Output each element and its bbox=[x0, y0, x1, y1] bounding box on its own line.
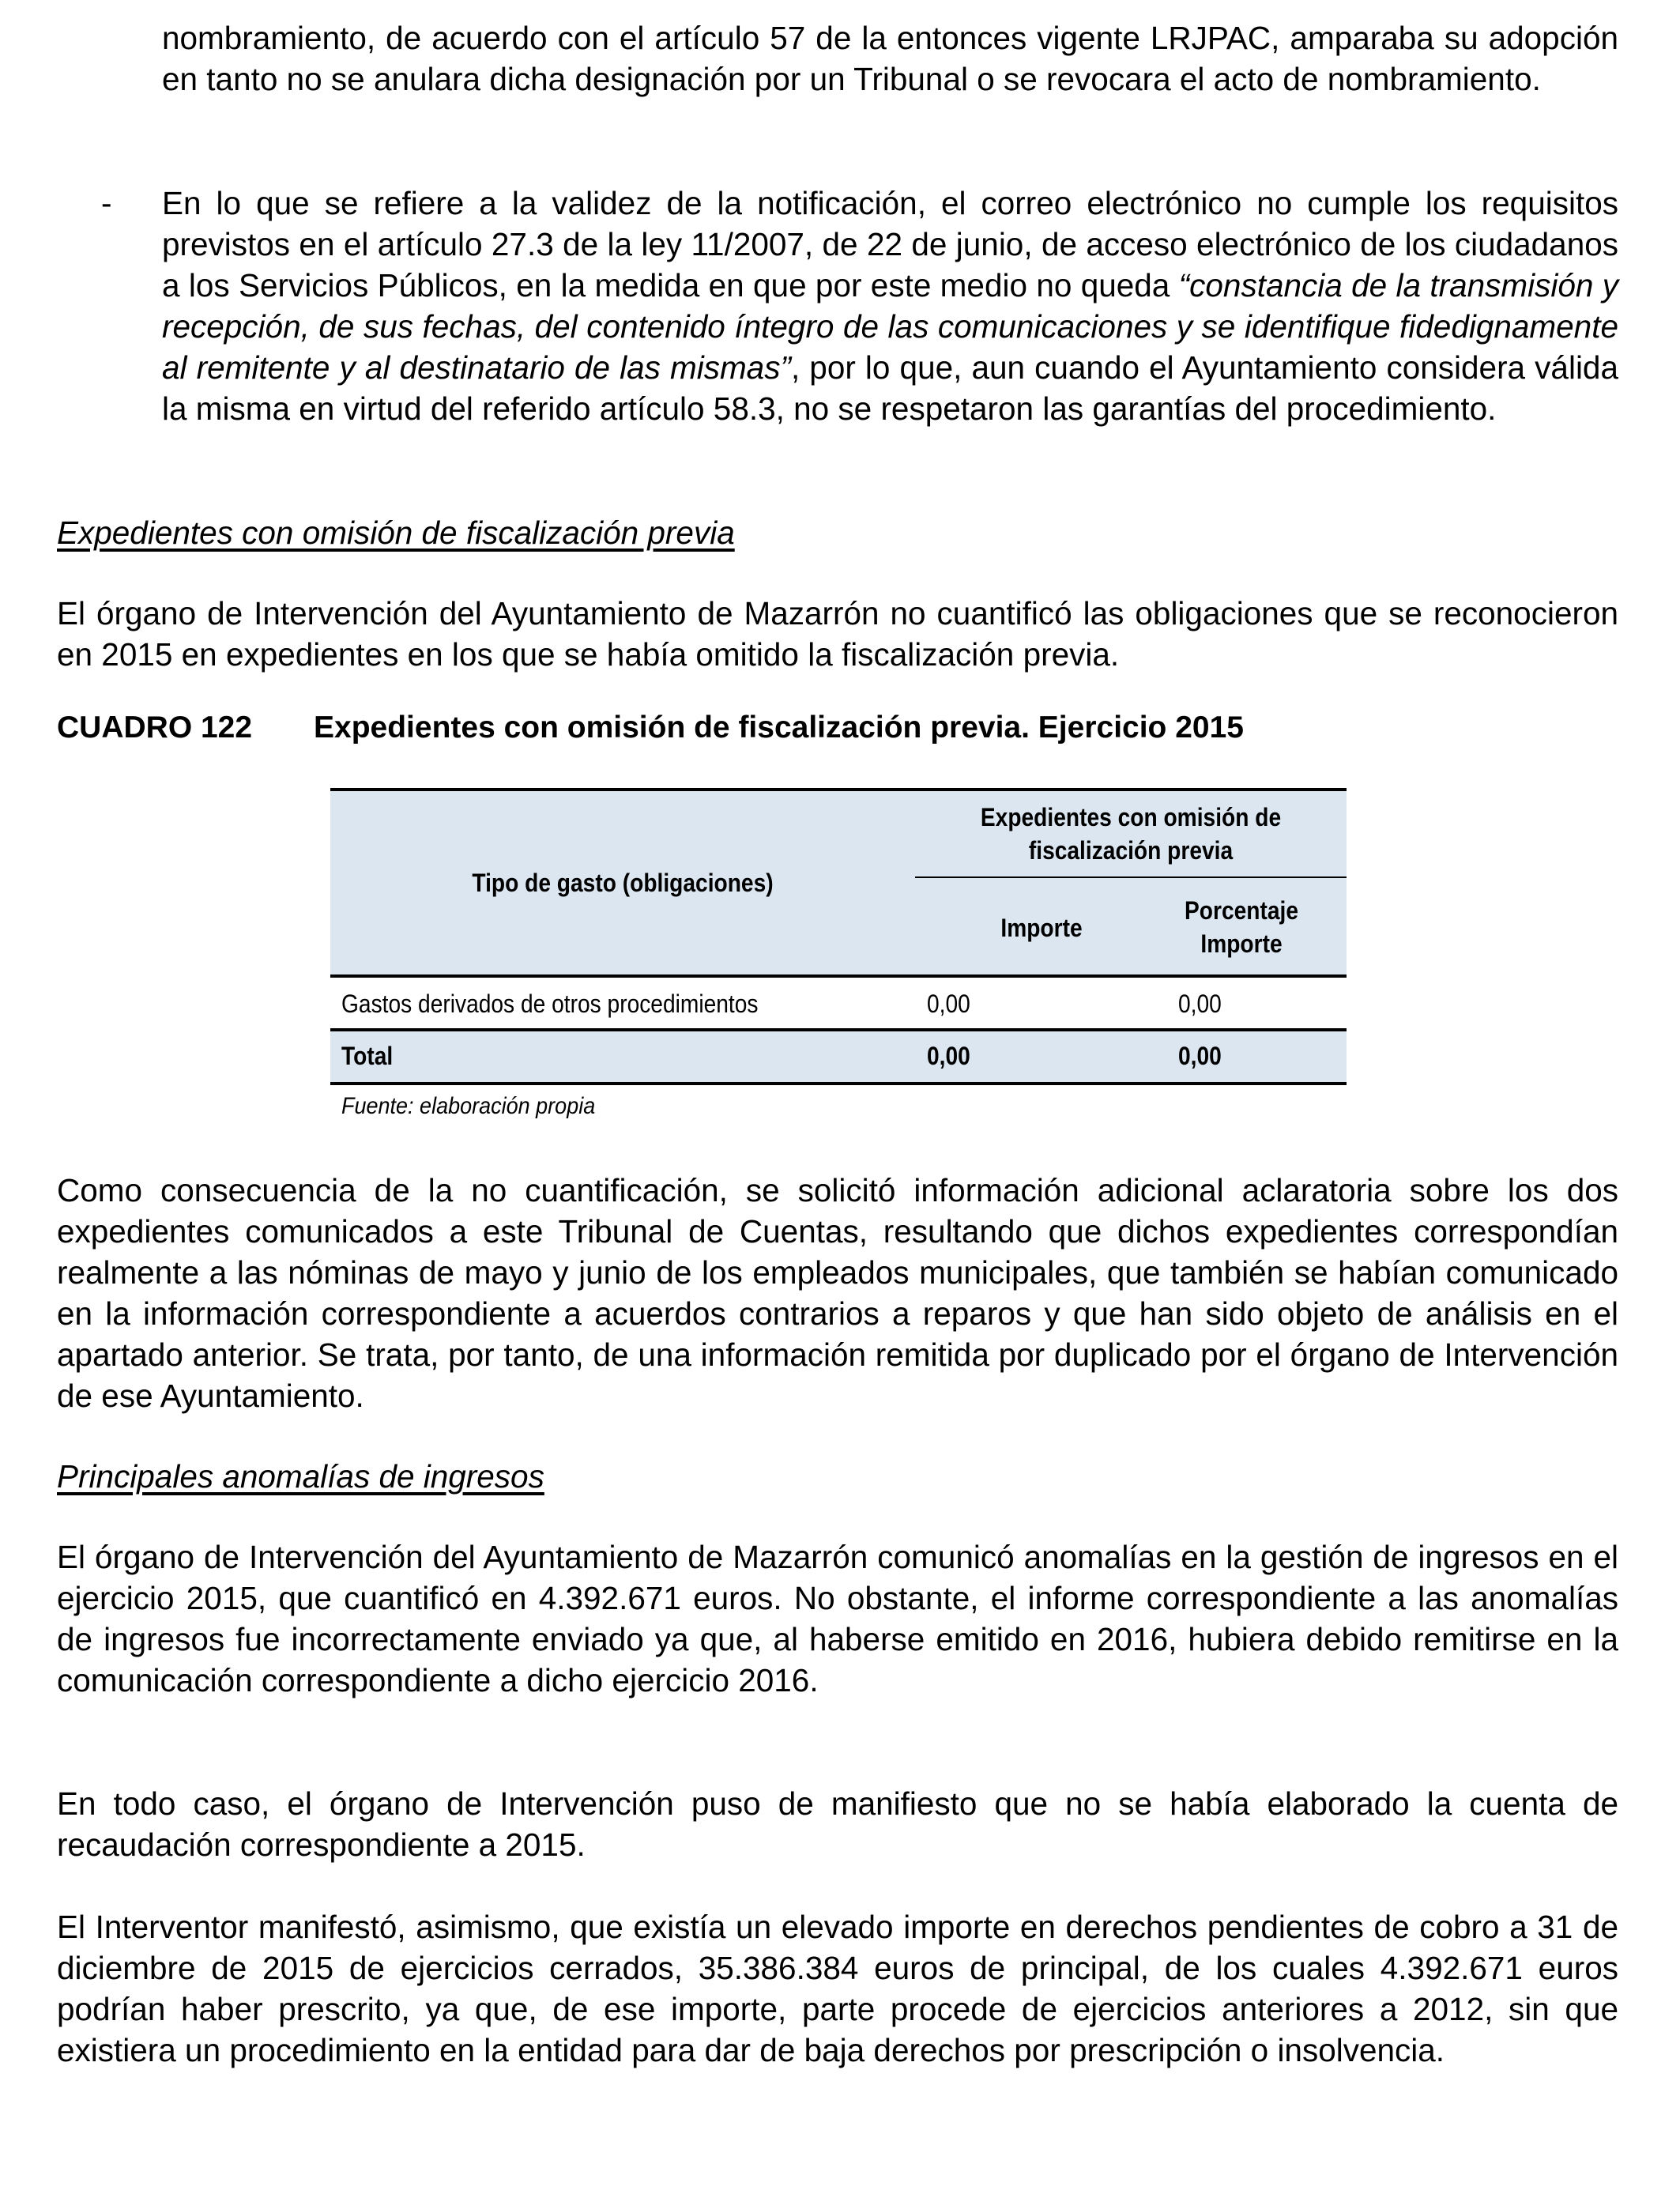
cell-total-importe: 0,00 bbox=[927, 1042, 970, 1070]
table-source-note: Fuente: elaboración propia bbox=[341, 1093, 596, 1119]
header-tipo-gasto: Tipo de gasto (obligaciones) bbox=[472, 869, 774, 897]
data-table bbox=[330, 788, 1347, 1085]
table-total-row bbox=[330, 1028, 1347, 1085]
paragraph-interventor: El Interventor manifestó, asimismo, que existía un elevado importe en derechos pendientes de cobro a 31 de diciembre de 2015 de ejercicios cerrados, 35.386.384 euros de principal, de los cuales 4.392.671 euros podrían haber prescrito, ya que, de ese importe, parte procede de ejercicios anteriores a 2012, sin que existiera un procedimiento en la entidad para dar de baja derechos por prescripción o insolvencia. bbox=[57, 1909, 1618, 2068]
cell-tipo: Gastos derivados de otros procedimientos bbox=[341, 990, 759, 1018]
table-header bbox=[330, 788, 1347, 978]
paragraph-notificacion bbox=[162, 183, 1618, 429]
paragraph-anomalias: El órgano de Intervención del Ayuntamiento de Mazarrón comunicó anomalías en la gestión de ingresos en el ejercicio 2015, que cuantificó en 4.392.671 euros. No obstante, el informe correspondiente a las anomalías de ingresos fue incorrectamente enviado ya que, al haberse emitido en 2016, hubiera debido remitirse en la comunicación correspondiente a dicho ejercicio 2016. bbox=[57, 1539, 1618, 1698]
section-heading-omision: Expedientes con omisión de fiscalización previa bbox=[57, 515, 735, 551]
cell-importe: 0,00 bbox=[927, 990, 970, 1018]
header-group-rule bbox=[915, 876, 1347, 878]
section-heading-ingresos: Principales anomalías de ingresos bbox=[57, 1458, 544, 1495]
header-group-expedientes: Expedientes con omisión de fiscalización previa bbox=[980, 803, 1282, 865]
paragraph-notificacion-start: En lo que se refiere a la validez de la notificación, el correo electrónico no cumple los requisitos previstos en el artículo 27.3 de la ley 11/2007, de 22 de junio, de acceso electrónico de los ciudadanos a los Servicios Públicos, en la medida en que por este medio no queda bbox=[162, 185, 1618, 303]
paragraph-consecuencia: Como consecuencia de la no cuantificación, se solicitó información adicional aclaratoria sobre los dos expedientes comunicados a este Tribunal de Cuentas, resultando que dichos expedientes correspondían realmente a las nóminas de mayo y junio de los empleados municipales, que también se habían comunicado en la información correspondiente a acuerdos contrarios a reparos y que han sido objeto de análisis en el apartado anterior. Se trata, por tanto, de una información remitida por duplicado por el órgano de Intervención de ese Ayuntamiento. bbox=[57, 1172, 1618, 1414]
table-row bbox=[330, 978, 1347, 1028]
paragraph-cuantificacion: El órgano de Intervención del Ayuntamiento de Mazarrón no cuantificó las obligaciones que se reconocieron en 2015 en expedientes en los que se había omitido la fiscalización previa. bbox=[57, 595, 1618, 673]
paragraph-recaudacion: En todo caso, el órgano de Intervención puso de manifiesto que no se había elaborado la cuenta de recaudación correspondiente a 2015. bbox=[57, 1785, 1618, 1863]
paragraph-notificacion-quote: “constancia de la transmisión y recepción, de sus fechas, del contenido íntegro de las comunicaciones y se identifique fidedignamente al remitente y al destinatario de las mismas” bbox=[162, 267, 1618, 386]
paragraph-notificacion-end: , por lo que, aun cuando el Ayuntamiento considera válida la misma en virtud del referido artículo 58.3, no se respetaron las garantías del procedimiento. bbox=[162, 349, 1618, 427]
paragraph-nombramiento: nombramiento, de acuerdo con el artículo 57 de la entonces vigente LRJPAC, amparaba su adopción en tanto no se anulara dicha designación por un Tribunal o se revocara el acto de nombramiento. bbox=[162, 20, 1618, 97]
cell-total-porcentaje: 0,00 bbox=[1178, 1042, 1222, 1070]
table-caption-title: Expedientes con omisión de fiscalización previa. Ejercicio 2015 bbox=[314, 711, 1244, 745]
header-porcentaje-importe: Porcentaje Importe bbox=[1185, 896, 1298, 958]
cell-total-label: Total bbox=[341, 1042, 394, 1070]
table-caption-number: CUADRO 122 bbox=[57, 711, 253, 745]
cell-porcentaje: 0,00 bbox=[1178, 990, 1222, 1018]
header-importe: Importe bbox=[1000, 914, 1083, 942]
table-caption bbox=[57, 707, 1244, 748]
bullet-dash: - bbox=[101, 185, 112, 221]
